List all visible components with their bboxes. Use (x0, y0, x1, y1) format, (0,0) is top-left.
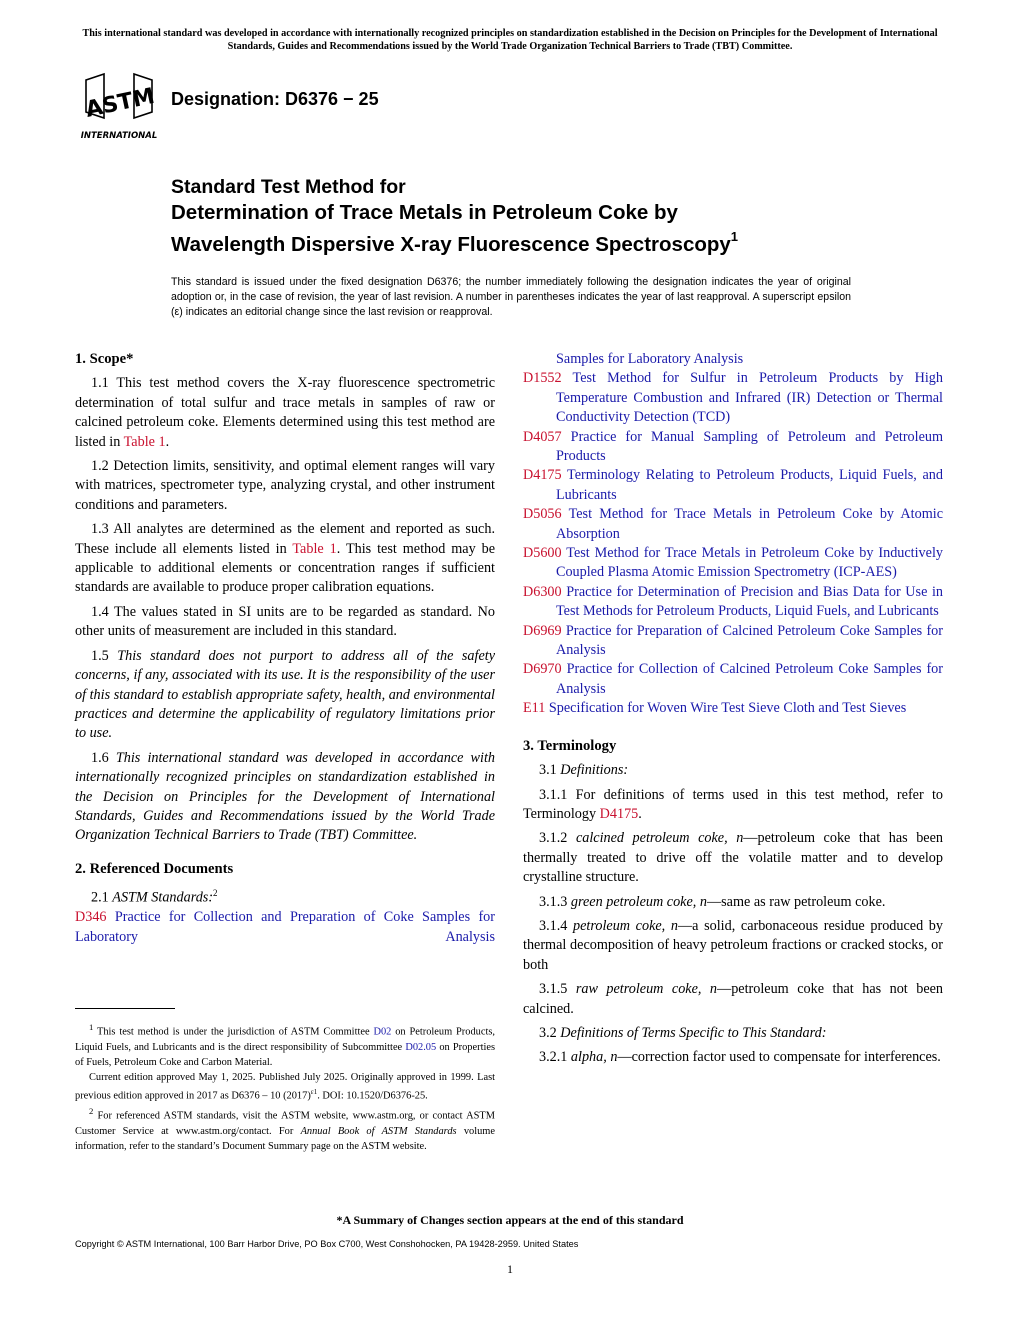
d02-link[interactable]: D02 (373, 1026, 392, 1038)
title-pre: Standard Test Method for (171, 176, 406, 198)
terminology-heading: 3. Terminology (523, 737, 617, 754)
reference-item[interactable]: D6300 Practice for Determination of Precision and Bias Data for Use in Test Methods for Petroleum Products, Liquid Fuels, and Lubricants (523, 583, 943, 620)
footnote-1-edition: Current edition approved May 1, 2025. Published July 2025. Originally approved in 1999. Last previous edition approved in 2017 as D6376 – 10 $(2017)^{\varepsilon 1}$. DOI: 10.1520/D6376-25. (75, 1072, 495, 1102)
table-1-link[interactable]: Table 1 (292, 540, 337, 557)
d02-05-link[interactable]: D02.05 (405, 1041, 437, 1053)
term-3-2: 3.2 Definitions of Terms Specific to This Standard: (539, 1024, 827, 1041)
reference-item-continued[interactable]: Samples for Laboratory Analysis (556, 351, 744, 367)
table-1-link[interactable]: Table 1 (123, 433, 166, 450)
reference-item[interactable]: D1552 Test Method for Sulfur in Petroleum Products by High Temperature Combustion and Infrared (IR) Detection or Thermal Conductivity Detection (TCD) (523, 370, 943, 426)
top-notice: This international standard was developed in accordance with internationally recognized principles on standardization established in the Decision on Principles for the Development of International Standards, Guides and Recommendations issued by the World Trade Organization Technical Barriers to Trade (TBT) Committee. (82, 28, 938, 52)
scope-1-4: 1.4 The values stated in SI units are to be regarded as standard. No other units of measurement are included in this standard. (75, 603, 495, 640)
reference-item[interactable]: D4057 Practice for Manual Sampling of Petroleum and Petroleum Products (523, 428, 943, 465)
astm-logo (76, 68, 162, 144)
scope-1-5: 1.5 This standard does not purport to address all of the safety concerns, if any, associated with its use. It is the responsibility of the user of this standard to establish appropriate safety, health, and environmental practices and determine the applicability of regulatory limitations prior to use. (75, 647, 495, 742)
term-3-1-5: 3.1.5 raw petroleum coke, n—petroleum coke that has not been calcined. (523, 981, 944, 1017)
scope-1-3: 1.3 All analytes are determined as the element and reported as such. These include all elements listed in Table 1. This test method may be applicable to additional elements or concentration ranges if sufficient standards are available to produce proper calibration equations. (75, 521, 495, 596)
reference-item[interactable]: D5600 Test Method for Trace Metals in Petroleum Coke by Inductively Coupled Plasma Atomic Emission Spectrometry (ICP-AES) (523, 545, 943, 581)
term-3-1-1: 3.1.1 For definitions of terms used in this test method, refer to Terminology D4175. (523, 786, 943, 822)
scope-1-2: 1.2 Detection limits, sensitivity, and optimal element ranges will vary with matrices, spectrometer type, analyzing crystal, and other instrument conditions and parameters. (75, 458, 495, 513)
referenced-heading: 2. Referenced Documents (75, 860, 234, 877)
footnote-2: $^2$ For referenced ASTM standards, visit the ASTM website, www.astm.org, or contact ASTM Customer Service at www.astm.org/contact. For Annual Book of ASTM Standards volume information, refer to the standard’s Document Summary page on the ASTM website. (75, 1105, 495, 1152)
astm-standards-subheading: 2.1 ASTM Standards:$^2$ (91, 888, 218, 906)
issued-note: This standard is issued under the fixed designation D6376; the number immediately following the designation indicates the year of original adoption or, in the case of revision, the year of last revision. A number in parentheses indicates the year of last reapproval. A superscript epsilon (ε) indicates an editorial change since the last revision or reapproval. (171, 276, 851, 318)
term-3-1: 3.1 Definitions: (539, 762, 629, 779)
logo-subtext: INTERNATIONAL (80, 131, 158, 141)
left-column (75, 350, 495, 945)
scope-1-1: 1.1 This test method covers the X-ray fluorescence spectrometric determination of total sulfur and trace metals in samples of raw or calcined petroleum coke. Elements determined using this test method are listed in Table 1. (75, 375, 495, 450)
reference-item[interactable]: E11 Specification for Woven Wire Test Sieve Cloth and Test Sieves (523, 700, 907, 717)
summary-note: *A Summary of Changes section appears at the end of this standard (336, 1213, 684, 1227)
term-3-1-2: 3.1.2 calcined petroleum coke, n—petroleum coke that has been thermally treated to drive off the volatile matter and to develop crystalline structure. (523, 830, 943, 886)
title-footnote-mark[interactable]: 1 (730, 229, 739, 244)
scope-heading: 1. Scope* (75, 351, 134, 367)
scope-1-6: 1.6 This international standard was developed in accordance with internationally recognized principles on standardization established in the Decision on Principles for the Development of International Standards, Guides and Recommendations issued by the World Trade Organization Technical Barriers to Trade (TBT) Committee. (75, 749, 495, 844)
logo-text: ASTM (83, 83, 157, 123)
designation: Designation: D6376 − 25 (171, 89, 379, 109)
footnotes (75, 1020, 495, 1154)
reference-item[interactable]: D346 Practice for Collection and Preparation of Coke Samples for Laboratory Analysis (75, 909, 495, 945)
title-block (171, 175, 931, 258)
d4175-link[interactable]: D4175 (599, 805, 639, 822)
term-3-1-4: 3.1.4 petroleum coke, n—a solid, carbonaceous residue produced by thermal decomposition of heavy petroleum fractions or cracked stocks, or both (523, 917, 943, 973)
term-3-2-1: 3.2.1 alpha, n—correction factor used to compensate for interferences. (539, 1049, 941, 1066)
footnote-1: $^1$ This test method is under the jurisdiction of ASTM Committee D02 on Petroleum Products, Liquid Fuels, and Lubricants and is the direct responsibility of Subcommittee D02.05 on Properties of Fuels, Petroleum Coke and Carbon Material. (75, 1022, 495, 1068)
right-column (523, 350, 943, 1073)
term-3-1-3: 3.1.3 green petroleum coke, n—same as raw petroleum coke. (539, 893, 886, 910)
reference-list (523, 369, 943, 718)
footnote-divider (75, 1008, 175, 1009)
page-number: 1 (507, 1262, 513, 1276)
title-line-1: Determination of Trace Metals in Petroleum Coke by (171, 201, 678, 224)
title-line-2: Wavelength Dispersive X-ray Fluorescence Spectroscopy (171, 232, 731, 256)
reference-item[interactable]: D4175 Terminology Relating to Petroleum Products, Liquid Fuels, and Lubricants (523, 467, 943, 503)
reference-item[interactable]: D5056 Test Method for Trace Metals in Petroleum Coke by Atomic Absorption (523, 506, 943, 542)
reference-item[interactable]: D6970 Practice for Collection of Calcined Petroleum Coke Samples for Analysis (523, 661, 943, 697)
copyright: Copyright © ASTM International, 100 Barr Harbor Drive, PO Box C700, West Conshohocken, PA 19428-2959. United States (75, 1239, 579, 1249)
reference-item[interactable]: D6969 Practice for Preparation of Calcined Petroleum Coke Samples for Analysis (523, 622, 943, 659)
